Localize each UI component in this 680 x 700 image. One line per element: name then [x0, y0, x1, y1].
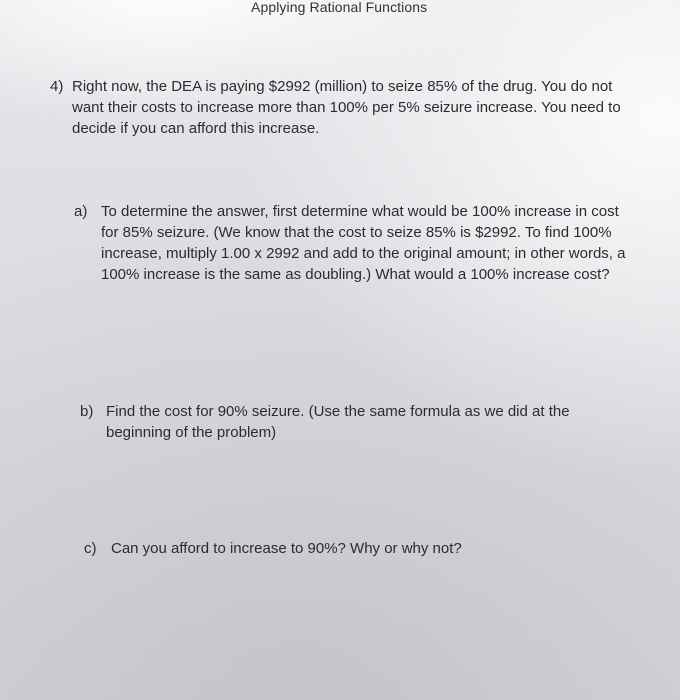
part-c-letter: c) [84, 540, 97, 557]
question-number: 4) [50, 78, 64, 95]
part-a-letter: a) [74, 203, 88, 220]
part-a [74, 201, 654, 285]
part-b-text: Find the cost for 90% seizure. (Use the same formula as we did at the beginning of the problem) [106, 403, 570, 441]
question-text: Right now, the DEA is paying $2992 (million) to seize 85% of the drug. You do not want their costs to increase more than 100% per 5% seizure increase. You need to decide if you can afford this increase. [72, 78, 621, 137]
part-b [80, 401, 660, 443]
part-c-text: Can you afford to increase to 90%? Why or why not? [111, 540, 462, 557]
part-c [84, 538, 664, 559]
page-header-title: Applying Rational Functions [251, 0, 428, 15]
part-a-text: To determine the answer, first determine what would be 100% increase in cost for 85% seizure. (We know that the cost to seize 85% is $2992. To find 100% increase, multiply 1.00 x 2992 and add to the original amount; in other words, a 100% increase is the same as doubling.) What would a 100% increase cost? [101, 203, 626, 283]
part-b-letter: b) [80, 403, 94, 420]
question-4 [50, 76, 650, 139]
